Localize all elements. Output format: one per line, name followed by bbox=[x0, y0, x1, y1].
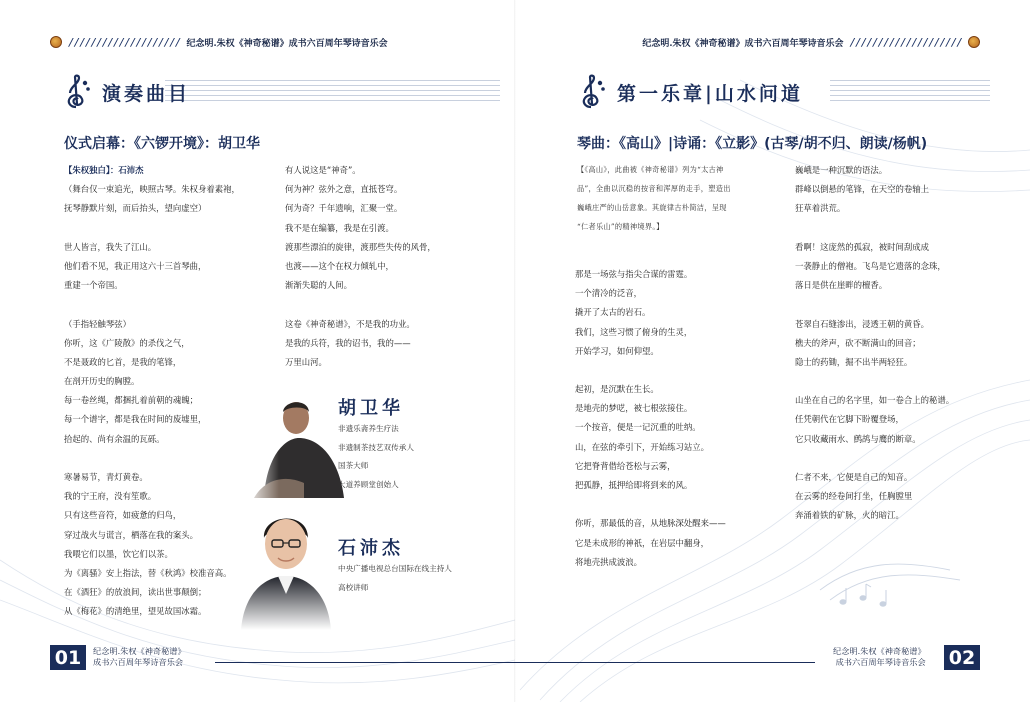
text-line: 也渡——这个在权力倾轧中， bbox=[285, 260, 394, 271]
text-line: 何为神？弦外之意，直抵苍穹。 bbox=[285, 184, 403, 195]
text-line bbox=[575, 227, 785, 246]
performer-photo-shi-peijie bbox=[236, 500, 336, 630]
text-line: 一个清冷的泛音， bbox=[575, 288, 642, 299]
performer-title: 非遗制茶技艺双传承人 bbox=[338, 442, 414, 452]
text-line bbox=[575, 361, 785, 380]
treble-clef-icon bbox=[577, 74, 607, 110]
text-line: 把孤静，抵押给即将到来的风。 bbox=[575, 480, 693, 490]
text-line: 苍翠自石缝渗出，浸透王朝的黄昏。 bbox=[795, 318, 929, 329]
text-line bbox=[795, 295, 1020, 314]
text-line: 寒暑易节，青灯黄卷。 bbox=[64, 472, 148, 482]
performer-title: 国茶大师 bbox=[338, 461, 369, 470]
text-line: 看啊！这庞然的孤寂，被时间刮成成 bbox=[795, 241, 929, 252]
intro-line: 【《高山》，此曲被《神奇秘谱》列为“太古神 bbox=[577, 165, 724, 174]
text-line: 渐渐失聪的人间。 bbox=[285, 280, 352, 291]
section-title bbox=[577, 74, 803, 110]
header-text: 纪念明.朱权《神奇秘谱》成书六百周年琴诗音乐会 bbox=[186, 38, 388, 49]
text-line: 你听，那最低的音，从地脉深处醒来—— bbox=[575, 518, 726, 529]
footer-rule-left bbox=[215, 662, 515, 663]
performer-name-1: 胡卫华 bbox=[338, 398, 404, 419]
footer-rule-right bbox=[515, 662, 815, 663]
text-line: 将地壳拱成波浪。 bbox=[575, 556, 642, 567]
staff-lines bbox=[830, 80, 990, 102]
performer-title: 大道养顾堂创始人 bbox=[338, 479, 399, 489]
footer-line-1: 纪念明.朱权《神奇秘谱》 bbox=[93, 646, 186, 656]
text-line: 任凭朝代在它脚下盼覆登场， bbox=[795, 414, 904, 425]
poem-column-1 bbox=[575, 169, 785, 572]
text-line: 在剖开历史的胸膛。 bbox=[64, 376, 140, 387]
performer-photo-hu-weihua bbox=[244, 388, 344, 498]
text-line: 何为奇？千年遗响，汇聚一堂。 bbox=[285, 203, 403, 214]
text-line bbox=[575, 246, 785, 265]
text-line: 仁者不来，它便是自己的知音。 bbox=[795, 472, 913, 482]
text-line bbox=[575, 169, 785, 188]
text-line bbox=[575, 495, 785, 514]
text-line: 【朱权独白】：石沛杰 bbox=[64, 165, 144, 175]
text-line: 拾起的、尚有余温的瓦砾。 bbox=[64, 433, 165, 444]
text-line: 不是聂政的匕首，是我的笔锋， bbox=[64, 356, 182, 367]
movement-subheading: 琴曲：《高山》|诗诵：《立影》(古琴/胡不归、朗读/杨帆) bbox=[577, 136, 928, 152]
text-line: 从《梅花》的清绝里，望见故国冰霜。 bbox=[64, 606, 207, 617]
slash-pattern: //////////////////// bbox=[68, 35, 181, 49]
text-line: 我们，这些习惯了俯身的生灵， bbox=[575, 326, 693, 337]
text-line: 我不是在编纂，我是在引渡。 bbox=[285, 222, 394, 233]
performer-title: 中央广播电视总台国际在线主持人 bbox=[338, 564, 452, 573]
text-line: 我的宁王府，没有笙歌。 bbox=[64, 491, 157, 502]
text-line bbox=[285, 295, 505, 314]
text-line bbox=[575, 207, 785, 226]
footer-line-1: 纪念明.朱权《神奇秘谱》 bbox=[833, 646, 926, 656]
text-line bbox=[64, 449, 274, 468]
monologue-column-2 bbox=[285, 161, 505, 372]
text-line: 一个按音，便是一记沉重的吐纳。 bbox=[575, 422, 701, 433]
text-line: 狂草着洪荒。 bbox=[795, 203, 846, 214]
left-header bbox=[50, 34, 388, 50]
text-line: 有人说这是“神奇”。 bbox=[285, 165, 361, 175]
text-line: 在云雾的经卷间打坐，任胸膛里 bbox=[795, 491, 913, 502]
text-line: 这卷《神奇秘谱》，不是我的功业。 bbox=[285, 318, 415, 329]
text-line: 它是未成形的神祇，在岩层中翻身， bbox=[575, 537, 709, 548]
seal-icon bbox=[50, 36, 62, 48]
footer-line-2: 成书六百周年琴诗音乐会 bbox=[835, 657, 926, 667]
text-line: 撬开了太古的岩石。 bbox=[575, 307, 651, 318]
text-line bbox=[795, 219, 1020, 238]
header-text: 纪念明.朱权《神奇秘谱》成书六百周年琴诗音乐会 bbox=[642, 38, 844, 49]
performer-titles-1 bbox=[338, 420, 414, 494]
center-fold bbox=[514, 0, 516, 702]
text-line: 山，在弦的牵引下，开始练习站立。 bbox=[575, 441, 709, 452]
performer-titles-2 bbox=[338, 560, 452, 597]
right-page bbox=[515, 0, 1030, 702]
text-line bbox=[64, 219, 274, 238]
text-line: 他们看不见，我正用这六十三首琴曲， bbox=[64, 260, 207, 271]
text-line: 是地壳的梦呓，被七根弦接住。 bbox=[575, 403, 693, 414]
page-number-right: 02 bbox=[944, 645, 980, 670]
performer-name-2: 石沛杰 bbox=[338, 538, 404, 559]
text-line: 那是一场弦与指尖合谋的雷霆。 bbox=[575, 268, 693, 279]
text-line: 每一个谱字，都是我在时间的废墟里， bbox=[64, 414, 207, 425]
intro-line: 品”，全曲以沉稳的按音和浑厚的走手，塑造出 bbox=[577, 184, 731, 193]
performer-title: 高校讲师 bbox=[338, 582, 369, 592]
music-notes-icon bbox=[835, 580, 895, 610]
text-line: 我喂它们以墨，饮它们以茶。 bbox=[64, 548, 173, 559]
footer-text-left bbox=[93, 646, 186, 668]
text-line: 山坐在自己的名字里，如一卷合上的秘谱。 bbox=[795, 395, 955, 406]
text-line: 世人皆言，我失了江山。 bbox=[64, 241, 157, 252]
section-title bbox=[62, 74, 190, 110]
text-line: （舞台仅一束追光，映照古琴。朱权身着素袍， bbox=[64, 184, 240, 195]
text-line: 开始学习，如何仰望。 bbox=[575, 345, 659, 356]
text-line bbox=[795, 372, 1020, 391]
text-line: 落日是供在崖畔的檀香。 bbox=[795, 280, 888, 291]
text-line: 为《离骚》安上指法，替《秋鸿》校准音高。 bbox=[64, 567, 232, 578]
footer-text-right bbox=[833, 646, 926, 668]
right-header bbox=[642, 34, 980, 50]
poem-column-2 bbox=[795, 161, 1020, 526]
page-number-left: 01 bbox=[50, 645, 86, 670]
footer-line-2: 成书六百周年琴诗音乐会 bbox=[93, 657, 184, 667]
text-line: 每一卷丝绳，都捆扎着前朝的魂魄； bbox=[64, 395, 198, 406]
text-line: 穿过战火与谎言，栖落在我的案头。 bbox=[64, 529, 198, 540]
text-line: 万里山河。 bbox=[285, 356, 327, 367]
text-line: 它把脊背借给苍松与云雾， bbox=[575, 460, 676, 471]
text-line: 起初，是沉默在生长。 bbox=[575, 384, 659, 395]
section-title-text: 第一乐章|山水问道 bbox=[617, 82, 803, 105]
slash-pattern: //////////////////// bbox=[849, 35, 962, 49]
text-line: 抚琴静默片刻，而后抬头，望向虚空） bbox=[64, 203, 207, 214]
text-line bbox=[795, 449, 1020, 468]
text-line: 它只收藏雨水、鹧鸪与鹰的断章。 bbox=[795, 433, 921, 444]
text-line: 群峰以倒悬的笔锋，在天空的卷轴上 bbox=[795, 184, 929, 195]
seal-icon bbox=[968, 36, 980, 48]
section-title-text: 演奏曲目 bbox=[102, 82, 191, 105]
text-line: 只有这些音符，如疲惫的归鸟， bbox=[64, 510, 182, 521]
text-line bbox=[575, 188, 785, 207]
text-line: 是我的兵符，我的诏书，我的—— bbox=[285, 337, 411, 348]
intro-line: “仁者乐山”的精神境界。】 bbox=[577, 222, 664, 231]
performer-title: 非遗乐斋养生疗法 bbox=[338, 424, 399, 433]
text-line: 在《酒狂》的放浪间，读出世事颠倒； bbox=[64, 587, 207, 598]
text-line: 你听，这《广陵散》的杀伐之气， bbox=[64, 337, 190, 348]
program-subheading: 仪式启幕：《六锣开境》：胡卫华 bbox=[64, 136, 260, 152]
treble-clef-icon bbox=[62, 74, 92, 110]
text-line: 樵夫的斧声，砍不断满山的回音； bbox=[795, 337, 921, 348]
text-line: （手指轻触琴弦） bbox=[64, 318, 131, 329]
text-line: 重建一个帝国。 bbox=[64, 280, 123, 291]
text-line: 隐士的药锄，掘不出半两轻狂。 bbox=[795, 356, 913, 367]
text-line: 一袭静止的僧袍。飞鸟是它遗落的念珠， bbox=[795, 260, 946, 271]
text-line: 奔涌着铁的矿脉，火的暗江。 bbox=[795, 510, 904, 521]
staff-lines bbox=[165, 80, 500, 102]
text-line: 巍峨是一种沉默的语法。 bbox=[795, 165, 888, 175]
text-line bbox=[64, 295, 274, 314]
text-line: 渡那些漂泊的旋律，渡那些失传的风骨， bbox=[285, 241, 436, 252]
intro-line: 巍峨庄严的山岳意象。其旋律古朴简洁，呈现 bbox=[577, 203, 727, 212]
